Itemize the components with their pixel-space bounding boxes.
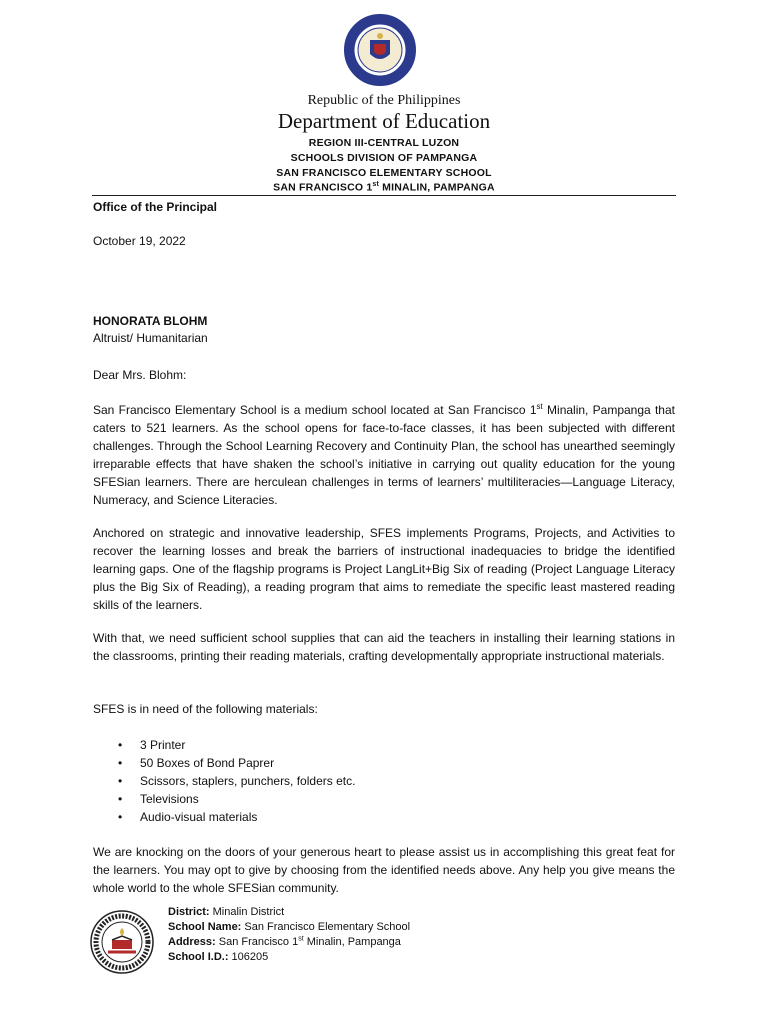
division-heading: SCHOOLS DIVISION OF PAMPANGA: [290, 152, 478, 164]
materials-list: [118, 736, 355, 826]
footer-district: District: Minalin District: [168, 906, 285, 918]
letter-date: October 19, 2022: [93, 234, 186, 248]
school-seal-icon: [90, 910, 154, 974]
paragraph-3: With that, we need sufficient school supplies that can aid the teachers in installing their learning stations in the classrooms, printing their reading materials, crafting developmentally appropriate instructional materials.: [93, 631, 675, 663]
office-label: Office of the Principal: [93, 200, 218, 214]
region-heading: REGION III-CENTRAL LUZON: [308, 137, 460, 149]
school-address-heading: SAN FRANCISCO 1st MINALIN, PAMPANGA: [273, 181, 495, 194]
paragraph-2: Anchored on strategic and innovative leadership, SFES implements Programs, Projects, and Activities to recover the learning losses and break the barriers of instructional inadequacies to bridge the identified learning gaps. One of the flagship programs is Project LangLit+Big Six of reading (Project Language Literacy plus the Big Six of Reading), a reading program that aims to remediate the specific least mastered reading skills of the learners.: [93, 526, 675, 612]
recipient-name: HONORATA BLOHM: [93, 314, 208, 328]
recipient-title: Altruist/ Humanitarian: [93, 331, 208, 345]
salutation: Dear Mrs. Blohm:: [93, 368, 187, 382]
footer-school-id: School I.D.: 106205: [168, 951, 269, 963]
department-heading: Department of Education: [277, 109, 491, 133]
deped-seal-icon: [344, 14, 416, 86]
footer-address: Address: San Francisco 1st Minalin, Pampanga: [168, 935, 401, 948]
school-heading: SAN FRANCISCO ELEMENTARY SCHOOL: [276, 167, 492, 179]
list-item: • Televisions: [118, 790, 355, 808]
footer-school-name: School Name: San Francisco Elementary School: [168, 921, 411, 933]
list-item: • 3 Printer: [118, 736, 355, 754]
paragraph-1: San Francisco Elementary School is a medium school located at San Francisco 1st Minalin, Pampanga that caters to 521 learners. As the school opens for face-to-face classes, it has been subjected with different challenges. Through the School Learning Recovery and Continuity Plan, the school has unearthed seemingly irreparable effects that have shaken the school’s initiative in carrying out quality education for the young SFESian learners. There are herculean challenges in terms of learners’ multiliteracies—Language Literacy, Numeracy, and Science Literacies.: [93, 402, 675, 507]
list-item: • Scissors, staplers, punchers, folders etc.: [118, 772, 355, 790]
school-info: [168, 905, 410, 965]
republic-heading: Republic of the Philippines: [307, 93, 461, 108]
list-item: • Audio-visual materials: [118, 808, 355, 826]
header-divider: [92, 195, 676, 196]
paragraph-5: We are knocking on the doors of your generous heart to please assist us in accomplishing this great feat for the learners. You may opt to give by choosing from the identified needs above. Any help you give means the whole world to the whole SFESian community.: [93, 845, 675, 895]
paragraph-4: SFES is in need of the following materials:: [93, 702, 318, 716]
list-item: • 50 Boxes of Bond Paprer: [118, 754, 355, 772]
